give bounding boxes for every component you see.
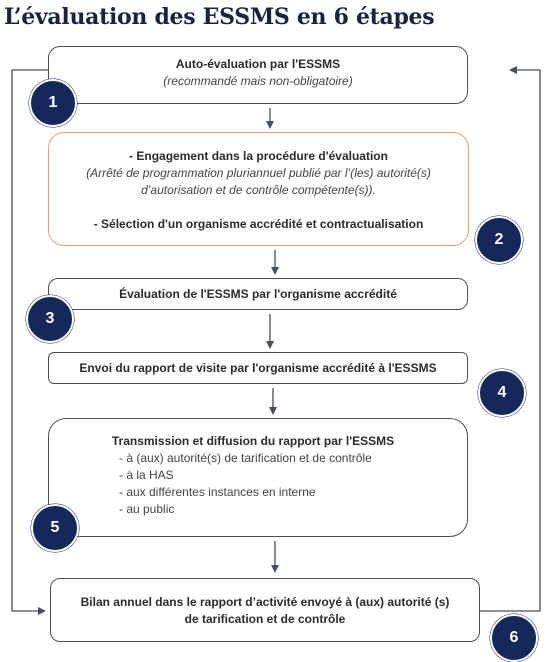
step-2-note-line-1: (Arrêté de programmation pluriannuel publié par l’(les) autorité(s) <box>86 166 431 180</box>
step-1-title: Auto-évaluation par l'ESSMS <box>175 57 341 71</box>
step-6-badge: 6 <box>490 614 538 662</box>
step-2-title: - Engagement dans la procédure d'évaluation <box>129 149 388 163</box>
step-4-title: Envoi du rapport de visite par l'organisme accrédité à l'ESSMS <box>79 361 437 375</box>
diagram-title: L’évaluation des ESSMS en 6 étapes <box>4 4 435 30</box>
step-1-badge: 1 <box>29 79 77 127</box>
step-2-selection: - Sélection d'un organisme accrédité et contractualisation <box>93 217 424 231</box>
step-4-badge: 4 <box>478 369 526 417</box>
step-3-badge: 3 <box>26 295 74 343</box>
step-2-note-line-2: d’autorisation et de contrôle compétente(s)). <box>141 183 376 197</box>
step-5-item: - aux différentes instances en interne <box>119 485 316 499</box>
step-2-box <box>48 132 469 246</box>
step-5-title: Transmission et diffusion du rapport par l'ESSMS <box>111 434 395 448</box>
step-2-badge: 2 <box>475 216 523 264</box>
loop-6-to-1 <box>480 70 540 611</box>
step-6-title-line-2: de tarification et de contrôle <box>184 612 346 626</box>
step-4-box <box>48 352 468 384</box>
step-5-item: - à (aux) autorité(s) de tarification et de contrôle <box>119 451 372 465</box>
step-1-box <box>48 46 468 104</box>
step-6-title-line-1: Bilan annuel dans le rapport d’activité envoyé à (aux) autorité (s) <box>80 595 450 609</box>
step-3-box <box>48 278 468 310</box>
step-1-note: (recommandé mais non-obligatoire) <box>163 74 353 88</box>
step-5-badge: 5 <box>31 504 79 552</box>
step-6-box <box>50 578 480 642</box>
step-5-item: - à la HAS <box>119 468 174 482</box>
step-5-box <box>48 418 468 537</box>
step-5-item: - au public <box>119 502 175 516</box>
step-3-title: Évaluation de l'ESSMS par l'organisme accrédité <box>119 287 397 301</box>
